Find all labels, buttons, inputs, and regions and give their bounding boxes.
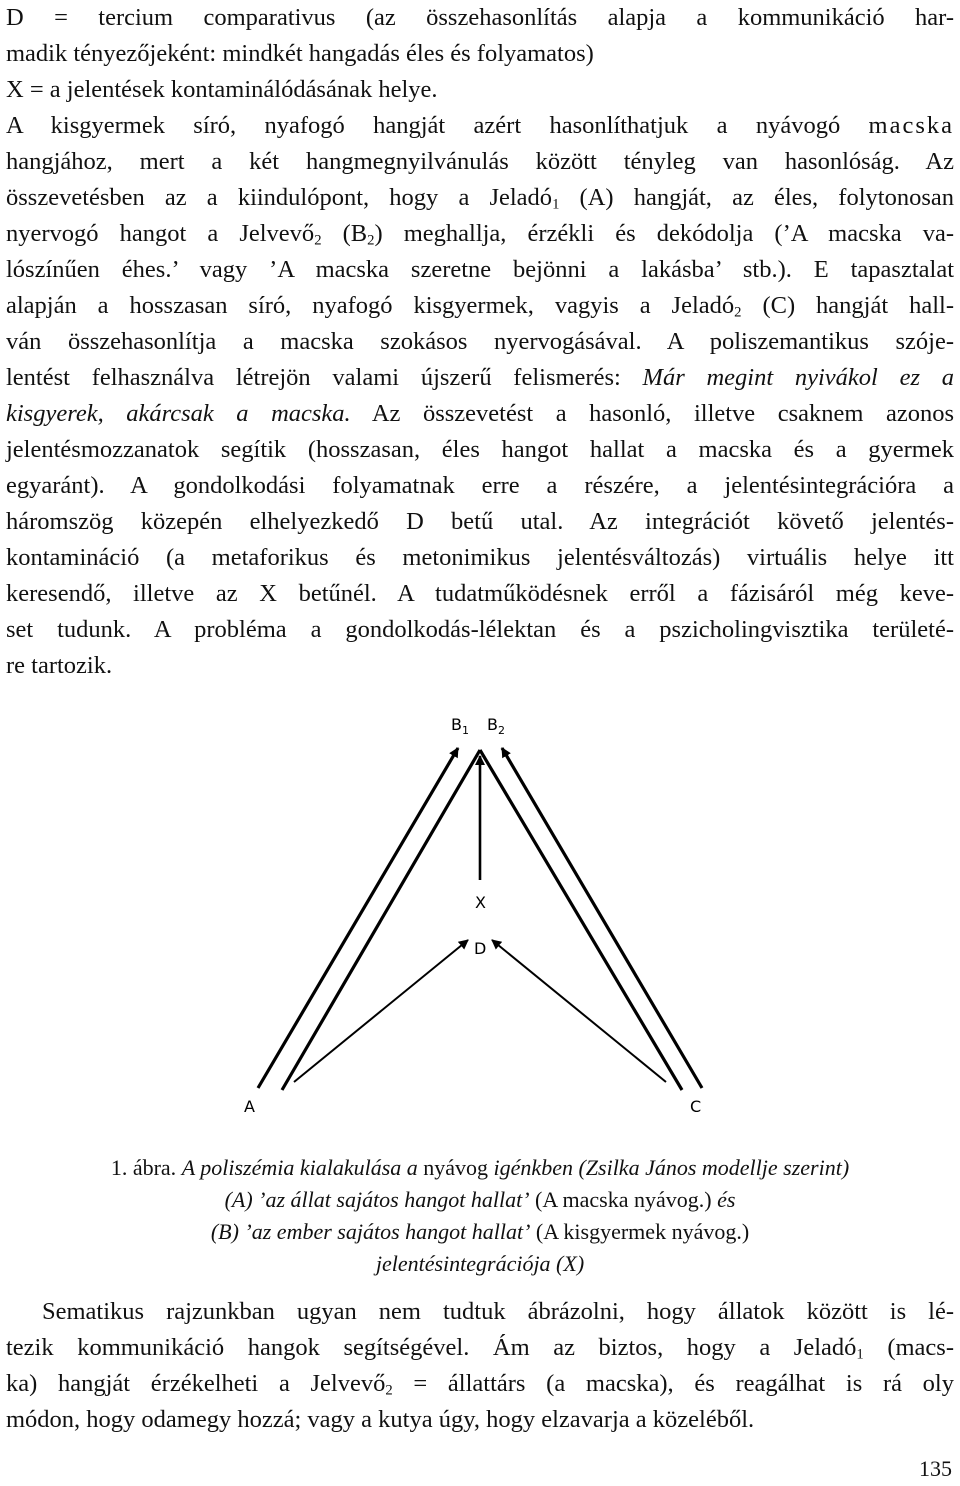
outer-left-arrow [258,748,458,1088]
caption-line [0,1152,960,1184]
inner-right-arrow [492,940,666,1082]
subscript: 2 [367,232,375,249]
main-paragraph [6,108,954,684]
text-span: (macs- [887,1334,955,1361]
text-line: kontamináció (a metaforikus és metonimikus jelentésváltozás) virtuális helye itt [6,544,954,571]
subscript: 1 [856,1346,864,1363]
text-line: ván összehasonlítja a macska szokásos nyervogásával. A poliszemantikus szóje- [6,328,954,355]
text-line [6,288,954,324]
text-span: (A) hangját, az éles, folytonosan [579,184,954,211]
text-span: ) meghallja, érzékli és dekódolja (’A macska va- [374,220,955,247]
label-c: C [690,1097,702,1116]
text-line: hangjához, mert a két hangmegnyilvánulás között tényleg van hasonlóság. Az [6,148,954,175]
italic-span: A poliszémia kialakulása a [181,1155,418,1180]
italic-span: Már megint nyivákol ez a [642,364,954,391]
italic-span: kisgyerek, akárcsak a macska. [6,400,351,427]
inner-left-arrow [294,940,468,1082]
text-line: D = tercium comparativus (az összehasonlítás alapja a kommunikáció har- [6,4,954,31]
subscript: 2 [734,304,742,321]
subscript: 2 [385,1382,393,1399]
text-line: egyaránt). A gondolkodási folyamatnak erre a részére, a jelentésintegrációra a [6,472,954,499]
text-span: macska [868,112,954,139]
triangle-right-edge [480,750,682,1090]
text-span: (C) hangját hall- [762,292,955,319]
outer-right-arrow [502,748,702,1088]
text-line: jelentésmozzanatok segítik (hosszasan, éles hangot hallat a macska és a gyermek [6,436,954,463]
caption-line [0,1184,960,1216]
caption-line [0,1248,960,1280]
label-d: D [474,939,487,958]
text-span: tezik kommunikáció hangok segítségével. Ám az biztos, hogy a Jeladó [6,1334,857,1361]
page-number: 135 [919,1456,952,1481]
text-span: Az összevetést a hasonló, illetve csaknem azonos [371,400,954,427]
triangle-left-edge [282,750,480,1090]
label-x: X [475,893,486,912]
header-definitions [6,0,954,108]
text-span: A kisgyermek síró, nyafogó hangját azért hasonlíthatjuk a nyávogó [6,112,841,139]
text-line: X = a jelentések kontaminálódásának helye. [6,76,438,103]
text-line [6,1330,954,1366]
subscript: 1 [552,196,560,213]
text-line: set tudunk. A probléma a gondolkodás-lélektan és a pszicholingvisztika területé- [6,616,954,643]
text-line [6,1366,954,1402]
label-a: A [244,1097,255,1116]
text-line [6,180,954,216]
label-b2: $B_2$ [487,715,505,737]
text-line [6,360,954,396]
text-line: lószínűen éhes.’ vagy ’A macska szeretne bejönni a lakásba’ stb.). E tapasztalat [6,256,954,283]
text-line: háromszög közepén elhelyezkedő D betű utal. Az integrációt követő jelentés- [6,508,954,535]
text-span: (A kisgyermek nyávog.) [535,1219,750,1244]
text-span: ka) hangját érzékelheti a Jelvevő [6,1370,386,1397]
italic-span: (A) ’az állat sajátos hangot hallat’ [224,1187,530,1212]
text-span: összevetésben az a kiindulópont, hogy a Jeladó [6,184,553,211]
text-line [6,108,954,144]
text-span: lentést felhasználva létrejön valami újszerű felismerés: [6,364,621,391]
text-line: re tartozik. [6,652,113,679]
label-b1: $B_1$ [451,715,469,737]
text-span: (A macska nyávog.) [535,1187,712,1212]
text-line [6,396,954,432]
text-span: nyervogó hangot a Jelvevő [6,220,315,247]
text-span: alapján a hosszasan síró, nyafogó kisgyermek, vagyis a Jeladó [6,292,735,319]
text-span: 1. ábra. [110,1155,177,1180]
italic-span: jelentésintegrációja (X) [375,1251,585,1276]
text-span: = állattárs (a macska), és reagálhat is rá oly [413,1370,954,1397]
subscript: 2 [314,232,322,249]
italic-span: és [717,1187,736,1212]
closing-paragraph [6,1294,954,1438]
text-line: madik tényezőjeként: mindkét hangadás éles és folyamatos) [6,40,594,67]
text-line [6,216,954,252]
text-line: keresendő, illetve az X betűnél. A tudatműködésnek erről a fázisáról még keve- [6,580,954,607]
italic-span: igénkben (Zsilka János modellje szerint) [493,1155,850,1180]
figure-caption [0,1152,960,1280]
text-line: módon, hogy odamegy hozzá; vagy a kutya úgy, hogy elzavarja a közeléből. [6,1406,755,1433]
text-span: nyávog [423,1155,489,1180]
caption-line [0,1216,960,1248]
triangle-diagram [200,708,760,1120]
text-span: (B [342,220,368,247]
italic-span: (B) ’az ember sajátos hangot hallat’ [210,1219,531,1244]
text-line: Sematikus rajzunkban ugyan nem tudtuk ábrázolni, hogy állatok között is lé- [42,1298,954,1325]
